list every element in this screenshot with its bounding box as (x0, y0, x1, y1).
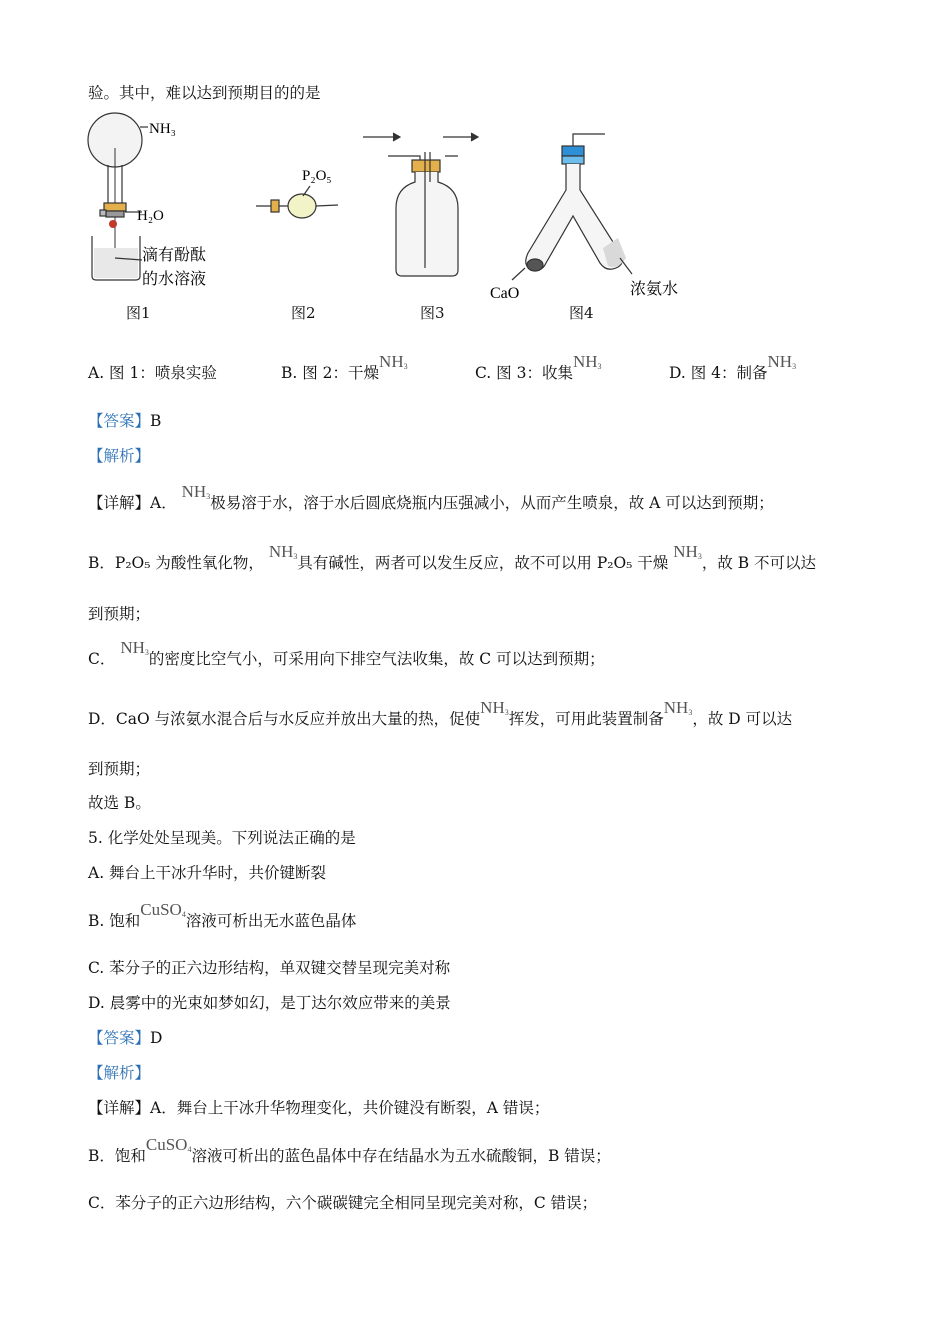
answer-value: B (150, 412, 162, 430)
formula-sub: 3 (206, 492, 211, 501)
detail-a-post: 极易溶于水，溶于水后圆底烧瓶内压强减小，从而产生喷泉，故 A 可以达到预期； (210, 494, 774, 512)
formula-sub: 3 (293, 552, 298, 561)
q4-detail-d (88, 698, 793, 735)
formula-main: NH (120, 638, 145, 657)
formula-main: NH (673, 542, 698, 561)
q4-option-a: A. 图 1：喷泉实验 (88, 364, 217, 382)
answer-tag: 【答案】 (88, 1029, 151, 1047)
q5-detail-a (88, 1097, 549, 1119)
q5-option-b-pre: B. 饱和 (88, 912, 141, 930)
detail-b-pre: B．饱和 (88, 1147, 146, 1165)
detail-c-pre: C． (88, 650, 116, 668)
fig4-caption: 图4 (569, 304, 594, 322)
q5-answer (88, 1027, 162, 1049)
q5-option-b (88, 900, 357, 937)
formula-main: NH (572, 352, 598, 371)
question-intro: 验。其中，难以达到预期目的的是 (88, 84, 321, 102)
answer-value: D (150, 1029, 163, 1047)
detail-b-post: 溶液可析出的蓝色晶体中存在结晶水为五水硫酸铜，B 错误； (191, 1147, 611, 1165)
apparatus-figure (80, 108, 720, 328)
formula-main: NH (181, 482, 207, 501)
formula-sub: 3 (792, 362, 797, 371)
q4-detail-a (88, 482, 774, 519)
detail-a-text: A．舞台上干冰升华物理变化，共价键没有断裂，A 错误； (150, 1099, 550, 1117)
formula-main: NH (379, 352, 404, 371)
q4-conclusion: 故选 B。 (88, 794, 151, 812)
detail-d-pre: D．CaO 与浓氨水混合后与水反应并放出大量的热，促使 (88, 710, 481, 728)
formula-cuso4 (146, 1135, 192, 1154)
formula-sub: 3 (403, 362, 408, 371)
formula-sub: 3 (144, 648, 149, 657)
detail-b-pre: B．P₂O₅ 为酸性氧化物， (88, 554, 264, 572)
formula-nh3 (664, 698, 693, 717)
formula-nh3 (480, 698, 509, 717)
fig1-label-gas: NH₃ (149, 121, 176, 137)
fig1-label-solution-1: 滴有酚酞 (142, 247, 207, 264)
fig2-drying-tube (256, 186, 338, 218)
formula-sub: 3 (688, 708, 693, 717)
formula-sub: 3 (504, 708, 509, 717)
formula-sub: 3 (597, 362, 602, 371)
q5-option-c: C. 苯分子的正六边形结构，单双键交替呈现完美对称 (88, 959, 451, 977)
q5-detail-b (88, 1135, 611, 1172)
q4-detail-c (88, 638, 605, 675)
fig2-label: P₂O₅ (302, 168, 332, 184)
formula-nh3 (269, 542, 298, 561)
formula-nh3 (573, 352, 602, 371)
fig1-label-water: H₂O (137, 208, 164, 224)
fig4-y-tube (512, 134, 632, 280)
fig3-gas-bottle (363, 133, 478, 276)
formula-sub: 4 (187, 1145, 192, 1154)
q4-option-d-text: D. 图 4：制备 (669, 364, 768, 382)
formula-nh3 (120, 638, 149, 657)
fig1-fountain-apparatus (88, 113, 148, 280)
q4-detail-d-cont: 到预期； (88, 760, 151, 778)
formula-main: NH (268, 542, 294, 561)
formula-main: NH (663, 698, 689, 717)
fig3-caption: 图3 (420, 304, 445, 322)
fig2-caption: 图2 (291, 304, 316, 322)
q5-stem: 5. 化学处处呈现美。下列说法正确的是 (88, 829, 356, 847)
formula-nh3 (768, 352, 797, 371)
fig4-label-ammonia: 浓氨水 (630, 281, 679, 298)
q4-option-c (475, 352, 602, 389)
formula-main: CuSO (140, 900, 182, 919)
q4-option-c-text: C. 图 3：收集 (475, 364, 573, 382)
fig1-label-solution-2: 的水溶液 (142, 271, 207, 288)
formula-main: NH (480, 698, 505, 717)
formula-nh3 (182, 482, 211, 501)
q5-option-a: A. 舞台上干冰升华时，共价键断裂 (88, 864, 327, 882)
detail-c-post: 的密度比空气小，可采用向下排空气法收集，故 C 可以达到预期； (148, 650, 605, 668)
fig1-caption: 图1 (126, 304, 151, 322)
q4-detail-b-cont: 到预期； (88, 605, 151, 623)
q5-detail-c: C．苯分子的正六边形结构，六个碳碳键完全相同呈现完美对称，C 错误； (88, 1194, 598, 1212)
answer-tag: 【答案】 (88, 412, 151, 430)
detail-tag: 【详解】 (88, 1099, 151, 1117)
formula-main: NH (767, 352, 793, 371)
detail-tag: 【详解】 (88, 494, 151, 512)
formula-nh3 (379, 352, 408, 371)
detail-a-pre: A． (150, 494, 177, 512)
formula-sub: 3 (697, 552, 702, 561)
q5-option-d: D. 晨雾中的光束如梦如幻，是丁达尔效应带来的美景 (88, 994, 451, 1012)
formula-main: CuSO (145, 1135, 188, 1154)
detail-b-mid: 具有碱性，两者可以发生反应，故不可以用 P₂O₅ 干燥 (297, 554, 669, 572)
q5-option-b-post: 溶液可析出无水蓝色晶体 (185, 912, 357, 930)
q4-answer (88, 410, 161, 432)
q4-option-b (281, 352, 408, 389)
q4-analysis-tag: 【解析】 (88, 447, 151, 465)
q4-detail-b (88, 542, 817, 579)
q5-analysis-tag: 【解析】 (88, 1064, 151, 1082)
q4-option-d (669, 352, 797, 389)
formula-nh3 (673, 542, 702, 561)
formula-sub: 4 (181, 910, 186, 919)
fig4-label-cao: CaO (490, 285, 520, 302)
detail-d-mid: 挥发，可用此装置制备 (508, 710, 664, 728)
q4-option-b-text: B. 图 2：干燥 (281, 364, 380, 382)
detail-b-post: ，故 B 不可以达 (701, 554, 817, 572)
formula-cuso4 (140, 900, 186, 919)
detail-d-post: ，故 D 可以达 (692, 710, 793, 728)
